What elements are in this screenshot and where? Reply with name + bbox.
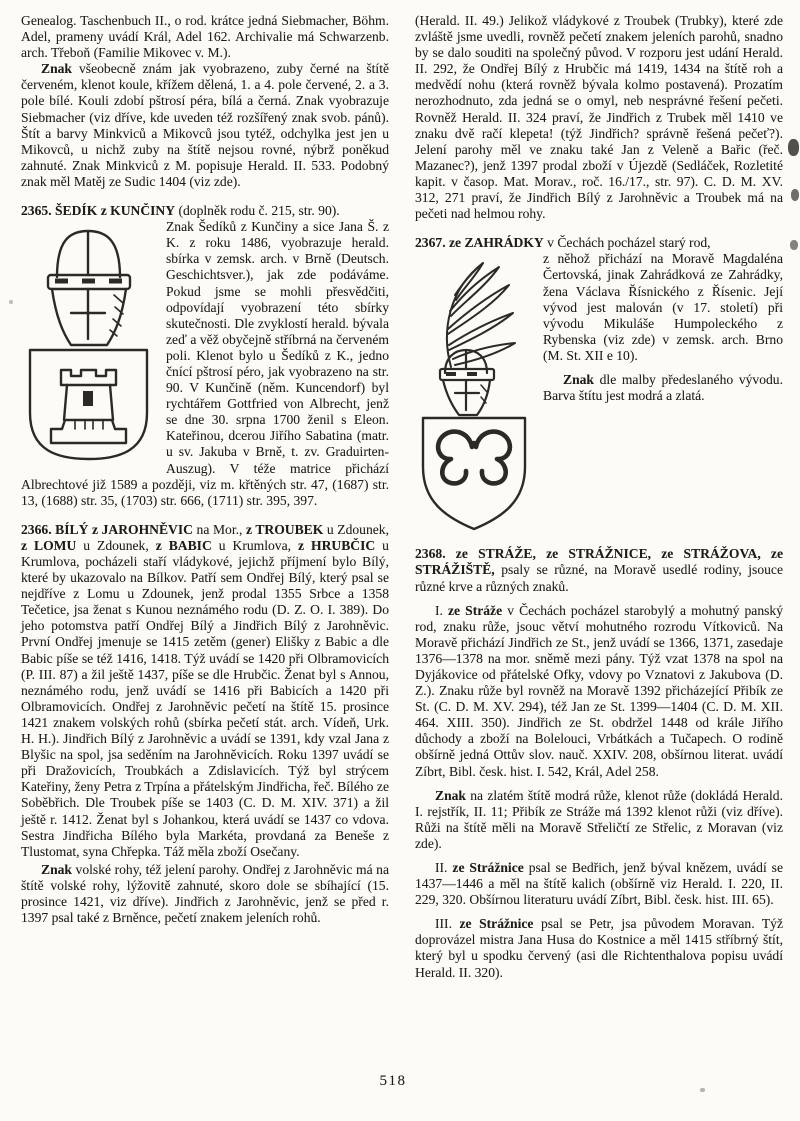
entry-2365-heading: 2365. ŠEDÍK z KUNČINY (doplněk rodu č. 215, str. 90). <box>21 203 340 219</box>
paragraph-troubek-continuation: (Herald. II. 49.) Jelikož vládykové z Troubek (Trubky), které zde zvláště jsme uvedli, rovněž pečetí znakem jeleních parohů, snadno by se dalo souditi na společný původ. V rozporu jest udání Herald. II. 292, že Ondřej Bílý z Hrubčic má 1419, 1434 na štítě roh a medvědí nohu (která rovněž bývala kolmo postavená). Prozatím nerozhodnuto, zda jedná se o omyl, neb nesprávné řešení pečeti. Rovněž Herald. II. 324 praví, že Jindřich z Trubek měl 1410 ve znaku dvě račí klepeta! (týž Jindřich? správně řešená pečeť?). Jelení parohy měl ve znaku také Jan z Veleně a Bařic (řeč. Mazanec?), jenž 1397 prodal zboží v Újezdě (Sedláček, Rozletité kapit. v časop. Mat. Morav., roč. 16./17., str. 97). C. D. M. XV. 312, 271 praví, že Jindřich Bílý z Jarohněvic a Troubek má na pečeti nad helmou rohy. <box>415 13 783 222</box>
entry-2368-znak-paragraph: Znak na zlatém štítě modrá růže, klenot růže (dokládá Herald. I. rejstřík, II. 11; Přibík ze Stráže má 1392 klenot růži (viz dříve). Růži na štítě měli na Moravě Střeličtí ze Střelic, z Moravan (viz zde). <box>415 787 783 851</box>
shield-with-horns-drawing <box>423 418 525 529</box>
sedik-coat-of-arms-illustration <box>21 223 156 463</box>
page-number: 518 <box>379 1073 407 1089</box>
entry-2368-section-2-ze-straznice: II. ze Strážnice psal se Bedřich, jenž býval knězem, uvádí se 1437—1446 a měl na štítě kalich (obšírně viz Herald. I. 220, II. 229, 320. Obšírnou literaturu uvádí Zíbrt, Bibl. česk. hist. III. 65). <box>415 860 784 908</box>
entry-2367-flow <box>415 251 783 533</box>
entry-2367-heading: 2367. ze ZAHRÁDKY v Čechách pocházel starý rod, <box>415 235 711 251</box>
entry-2366-bily-z-jarohnevic: 2366. BÍLÝ z JAROHNĚVIC na Mor., z TROUBEK u Zdounek, z LOMU u Zdounek, z BABIC u Krumlova, z HRUBČIC u Krumlova, pocházeli staří vládykové, jejichž příjmení bylo Bílý, které by ukazovalo na Bílkov. Patří sem Ondřej Bílý, který psal se nejdříve z Lomu u Zdounek, jenž prodal 1355 Srbce a 1358 Tečetice, jsa ženat s Kunou neznámého rodu (D. Z. O. I. 389). Do jeho potomstva patří Ondřej Bílý a Jindřich Bílý z Jarohněvic. První Ondřej jmenuje se 1415 zetěm (gener) Elišky z Babic a dle Babic píše se též 1416, 1418. Týž uvádí se 1420 při Olbramovicích (P. III. 87) a žil ještě 1437, píše se dle Hrubčic. Ženat byl s Annou, neznámého rodu, jenž uvádí se 1416 při Babicích a 1420 při Olbramovicích. Ondřej z Jarohněvic pečetí na štítě 15. prosince 1421 znakem volských rohů (sbírka pečetí stát. arch. Vídeň, Urk. H. H.). Jindřich Bílý z Jarohněvic a uvádí se 1391, kdy vzal Jana z Blyšic na spol, jsa seděním na Jarohněvicích. Roku 1397 uvádí se při Dražovicích, Troubkách a Zdislavicích. Týž byl strýcem Kateřiny, ženy Petra z Trpína a přátelským Jindřicha, řeč. Bílého ze Soběbřich. Dle Troubek píše se 1403 (C. D. M. XIV. 371) a žil ještě r. 1412. Ženat byl s Johankou, která uvádí se 1437 co vdova. Sestra Jindřicha Bílého byla Markéta, provdaná za Beneše z Tlustomat, syna Chřepka. Táž měla zboží Osečany. <box>21 521 389 859</box>
entry-2367-ze-zahradky <box>415 235 783 533</box>
paragraph-genealog-sources: Genealog. Taschenbuch II., o rod. krátce jedná Siebmacher, Böhm. Adel, prameny uvádí Král, Adel 162. Archivalie má Schwarzenb. arch. Třeboň (Familie Mikovec v. M.). <box>21 13 389 61</box>
great-helm-drawing <box>48 231 130 345</box>
entry-2365-sedik-z-kunciny <box>21 203 389 509</box>
entry-2368-ze-straze-heading: 2368. ze STRÁŽE, ze STRÁŽNICE, ze STRÁŽOVA, ze STRÁŽIŠTĚ, psaly se různé, na Moravě usedlé rodiny, jsouce různé krve a různých znaků. <box>415 546 783 594</box>
scan-ink-blotch <box>790 240 798 250</box>
scan-speck <box>9 300 13 304</box>
left-column <box>21 13 389 981</box>
shield-with-tower-drawing <box>30 350 147 459</box>
entry-2367-body: z něhož přichází na Moravě Magdaléna Čertovská, jinak Zahrádková ze Zahrádky, žena Václava Řísnického z Řísenic. Její vývod jest malován (v 17. století) při vývodu Mikuláše Humpoleckého z Rybenska (viz zde) v zemsk. arch. Brno (M. St. XII e 10). <box>543 251 783 363</box>
two-column-text-block <box>21 13 783 981</box>
small-helm-drawing <box>440 350 494 415</box>
zahradka-coat-of-arms-illustration <box>415 255 533 531</box>
scan-speck <box>700 1088 705 1092</box>
right-column <box>415 13 783 981</box>
entry-2366-znak-paragraph: Znak volské rohy, též jelení parohy. Ondřej z Jarohněvic má na štítě volské rohy, lýžovitě zahnuté, skoro dole se sbíhající (15. prosince 1421, viz dříve). Jindřich z Jarohněvic, jenž se před r. 1397 psal také z Brněnce, pečetí znakem jeleních rohů. <box>21 861 389 926</box>
entry-2368-section-1-ze-straze: I. ze Stráže v Čechách pocházel starobylý a mohutný panský rod, znaku růže, jsouc větví mohutného rozrodu Vítkoviců. Na Moravě přichází Jindřich ze St., jenž uvádí se 1366, 1371, zasedaje 1376—1378 na mor. sněmě mezi pány. Týž vzat 1378 na spol na Dyjákovice od přátelské Ofky, vdovy po Vznatovi z Jakubova (D. Z.). Znaku růže byl rovněž na Moravě 1392 přicházející Přibík ze St. (C. D. M. XV. 294), též Jan ze St. 1399—1404 (C. D. M. XII. 464. XIII. 350). Jindřich ze St. obdržel 1448 od krále Jiřího důchody a zboží na Bolelouci, Vrbátkách a Tučapech. O rodině obšírně jedná Ottův slov. nauč. XXIV. 208, obšírnou literat. uvádí Zíbrt, Bibl. česk. hist. I. 542, Král, Adel 258. <box>415 602 783 779</box>
entry-2368-section-3-ze-straznice: III. ze Strážnice psal se Petr, jsa původem Moravan. Týž doprovázel mistra Jana Husa do Kostnice a měl 1415 stříbrný štít, který byl u spodku červený (asi dle Richtenthalova popisu uvádí Herald. II. 320). <box>415 916 784 980</box>
entry-2365-flow <box>21 219 389 509</box>
scan-ink-blotch <box>791 189 799 201</box>
paragraph-znak-mikovcu: Znak všeobecně znám jak vyobrazeno, zuby černé na štítě červeném, klenot koule, křížem dělená, 1. a 4. pole červené, 2. a 3. pole bílé. Kouli zdobí pštrosí péra, bílá a černá. Znak vyobrazuje Siebmacher (viz dříve, kde uveden též rozšířený znak svob. pánů). Štít a barvy Minkviců a Mikovců jsou tytéž, odchylka jest jen u Mikovců, u nichž zuby na štítě nejsou rovné, nýbrž poněkud zahnuté. Znak Minkviců z M. popisuje Herald. II. 533. Podobný znak měl Matěj ze Sudic 1404 (viz zde). <box>21 61 389 189</box>
entry-2367-znak-paragraph: Znak dle malby předeslaného vývodu. Barva štítu jest modrá a zlatá. <box>543 371 783 404</box>
entry-2365-body: Znak Šedíků z Kunčiny a sice Jana Š. z K. z roku 1486, vyobrazuje herald. sbírka v zemsk. arch. v Brně (Deutsch. Geschichtsver.), jak zde podáváme. Pokud jsme se mohli přesvědčiti, odpovídají vyobrazení této sbírky skutečnosti. Dle zvyklostí herald. bývala zeď a věž obyčejně stříbrná na červeném poli. Klenot bylo u Šedíků z K., jedno čnící pštrosí péro, jak vyobrazeno na str. 90. V Kunčině (něm. Kuncendorf) byl rychtářem Gottfried von Albrecht, jenž se dne 30. srpna 1700 ženil s Eleon. Kateřinou, dcerou Jiřího Sabatina (matr. u sv. Jakuba v Brně, t. zv. Graduirten-Auszug). V téže matrice přichází Albrechtové již 1589 a později, viz m. křtěných str. 47, (1687) str. 13, (1688) str. 35, (1703) str. 666, (1711) str. 395, 397. <box>21 219 389 508</box>
scan-ink-blotch <box>788 139 799 156</box>
